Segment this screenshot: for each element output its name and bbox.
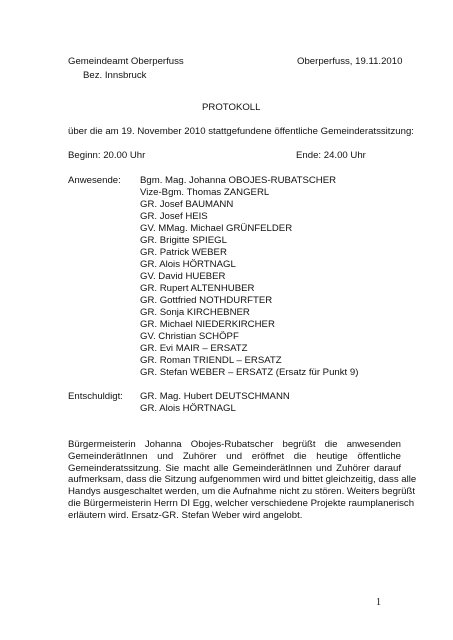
- attendee: GR. Sonja KIRCHEBNER: [140, 307, 250, 318]
- attendee: GR. Roman TRIENDL – ERSATZ: [140, 355, 282, 366]
- page-number: 1: [376, 597, 381, 608]
- paragraph-line: Bürgermeisterin Johanna Obojes-Rubatscher begrüßt die anwesenden: [68, 439, 401, 450]
- attendee: GR. Stefan WEBER – ERSATZ (Ersatz für Punkt 9): [140, 367, 359, 378]
- attendee: GR. Gottfried NOTHDURFTER: [140, 295, 273, 306]
- attendee: GR. Rupert ALTENHUBER: [140, 283, 255, 294]
- attendee: Bgm. Mag. Johanna OBOJES-RUBATSCHER: [140, 175, 337, 186]
- attendee: GV. Christian SCHÖPF: [140, 331, 239, 342]
- opening-paragraph: [68, 439, 417, 522]
- excused-member: GR. Alois HÖRTNAGL: [140, 403, 236, 414]
- paragraph-line: Handys ausgeschaltet werden, um die Aufnahme nicht zu stören. Weiters begrüßt: [68, 486, 415, 498]
- paragraph-line: GemeinderätInnen und Zuhörer und eröffnet die heutige öffentliche: [68, 450, 401, 462]
- attendee: Vize-Bgm. Thomas ZANGERL: [140, 187, 270, 198]
- attendee: GR. Alois HÖRTNAGL: [140, 259, 236, 270]
- excused-label: Entschuldigt:: [68, 391, 123, 402]
- attendee: GV. David HUEBER: [140, 271, 226, 282]
- begin-time: Beginn: 20.00 Uhr: [68, 150, 146, 161]
- document-title: PROTOKOLL: [202, 102, 261, 113]
- place-date: Oberperfuss, 19.11.2010: [297, 56, 403, 67]
- excused-member: GR. Mag. Hubert DEUTSCHMANN: [140, 391, 290, 402]
- attendee: GR. Evi MAIR – ERSATZ: [140, 343, 248, 354]
- paragraph-line: die Bürgermeisterin Herrn DI Egg, welcher verschiedene Projekte raumplanerisch: [68, 497, 415, 509]
- attendee: GR. Josef BAUMANN: [140, 199, 234, 210]
- attendee: GV. MMag. Michael GRÜNFELDER: [140, 223, 293, 234]
- end-time: Ende: 24.00 Uhr: [296, 150, 366, 161]
- attendee: GR. Patrick WEBER: [140, 247, 227, 258]
- paragraph-line: aufmerksam, dass die Sitzung aufgenommen wird und bittet gleichzeitig, dass alle: [68, 474, 417, 486]
- attendee: GR. Michael NIEDERKIRCHER: [140, 319, 275, 330]
- attendee: GR. Brigitte SPIEGL: [140, 235, 227, 246]
- paragraph-line: Gemeinderatssitzung. Sie macht alle GemeinderätInnen und Zuhörer darauf: [68, 462, 401, 474]
- present-label: Anwesende:: [68, 175, 121, 186]
- district: Bez. Innsbruck: [83, 70, 147, 81]
- subject-line: über die am 19. November 2010 stattgefundene öffentliche Gemeinderatssitzung:: [68, 126, 414, 137]
- office-name: Gemeindeamt Oberperfuss: [68, 56, 184, 67]
- paragraph-line: erläutern wird. Ersatz-GR. Stefan Weber wird angelobt.: [68, 509, 303, 521]
- attendee: GR. Josef HEIS: [140, 211, 208, 222]
